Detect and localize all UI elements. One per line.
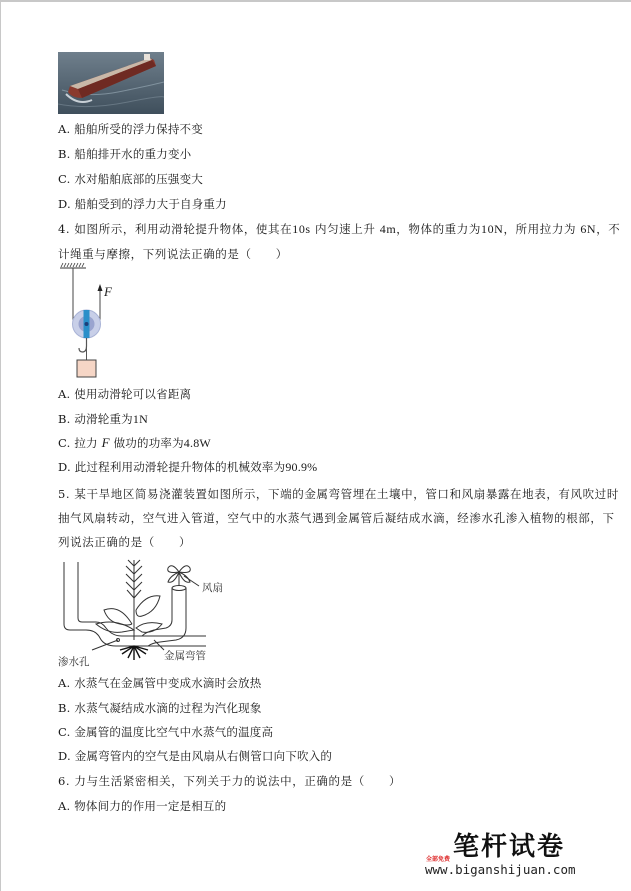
force-variable: F — [101, 435, 110, 450]
option-label: C. — [58, 172, 71, 186]
watermark-title: 笔杆试卷 — [453, 832, 566, 862]
q4-option-b — [58, 412, 148, 426]
q4-option-a — [58, 387, 191, 401]
stem-text: 列说法正确的是（ ） — [58, 535, 192, 549]
ship-image — [58, 52, 164, 114]
q3-option-d — [58, 197, 227, 211]
watermark-url: www.biganshijuan.com — [425, 862, 576, 877]
option-text: 船舶排开水的重力变小 — [74, 147, 192, 161]
stem-text: 抽气风扇转动，空气进入管道，空气中的水蒸气遇到金属管后凝结成水滴，经渗水孔渗入植物的根部，下 — [58, 511, 615, 525]
hole-label: 渗水孔 — [58, 656, 90, 668]
q4-stem-line2 — [58, 247, 288, 261]
force-label: F — [104, 284, 112, 299]
option-label: A. — [58, 799, 71, 813]
time-value: 10s — [292, 222, 311, 236]
q5-option-b — [58, 701, 262, 715]
fan-label: 风扇 — [202, 582, 223, 594]
option-text: 使用动滑轮可以省距离 — [74, 387, 192, 401]
stem-text: ，所用拉力为 — [503, 222, 581, 236]
q5-option-c — [58, 725, 273, 739]
watermark-tag: 全部免费 — [426, 856, 451, 863]
q5-stem-line2 — [58, 511, 615, 525]
stem-text: 内匀速上升 — [310, 222, 380, 236]
option-text: 水对船舶底部的压强变大 — [74, 172, 204, 186]
option-text: 船舶受到的浮力大于自身重力 — [74, 197, 227, 211]
option-label: A. — [58, 122, 71, 136]
stem-text: 5. 某干旱地区简易浇灌装置如图所示，下端的金属弯管埋在土壤中，管口和风扇暴露在地表，有风吹过时 — [58, 487, 619, 501]
page-border-left — [0, 0, 1, 891]
q4-option-d — [58, 460, 317, 474]
option-label: C. — [58, 436, 71, 450]
force-value: 6N — [580, 222, 597, 236]
option-text: 物体间力的作用一定是相互的 — [74, 799, 227, 813]
irrigation-figure — [56, 558, 236, 666]
q6-option-a — [58, 799, 226, 813]
option-label: D. — [58, 460, 71, 474]
option-label: B. — [58, 147, 71, 161]
option-text: 动滑轮重为 — [74, 412, 133, 426]
option-label: D. — [58, 197, 71, 211]
q6-stem — [58, 774, 401, 788]
option-value: 1N — [132, 412, 148, 426]
option-text: 做功的功率为 — [109, 436, 184, 450]
q5-option-a — [58, 676, 261, 690]
q3-option-b — [58, 147, 191, 161]
stem-text: 6. 力与生活紧密相关，下列关于力的说法中，正确的是（ ） — [58, 774, 402, 788]
option-text: 金属弯管内的空气是由风扇从右侧管口向下吹入的 — [74, 749, 333, 763]
option-text: 水蒸气在金属管中变成水滴时会放热 — [74, 676, 262, 690]
option-label: A. — [58, 387, 71, 401]
q3-option-a — [58, 122, 203, 136]
option-value: 90.9% — [285, 460, 318, 474]
stem-text: 计绳重与摩擦，下列说法正确的是（ ） — [58, 247, 288, 261]
q3-option-c — [58, 172, 203, 186]
pipe-label: 金属弯管 — [164, 650, 206, 662]
pulley-figure — [56, 260, 126, 382]
q4-option-c — [58, 436, 211, 450]
option-label: B. — [58, 412, 71, 426]
stem-text: ，不 — [596, 222, 621, 236]
option-text: 水蒸气凝结成水滴的过程为汽化现象 — [74, 701, 262, 715]
q5-stem-line1 — [58, 487, 619, 501]
option-text: 金属管的温度比空气中水蒸气的温度高 — [74, 725, 274, 739]
option-label: C. — [58, 725, 71, 739]
stem-text: 4. 如图所示，利用动滑轮提升物体，使其在 — [58, 222, 293, 236]
option-label: D. — [58, 749, 71, 763]
q4-stem-line1 — [58, 222, 620, 236]
option-text: 拉力 — [74, 436, 102, 450]
option-value: 4.8W — [183, 436, 211, 450]
option-text: 此过程利用动滑轮提升物体的机械效率为 — [74, 460, 286, 474]
option-label: B. — [58, 701, 71, 715]
q5-option-d — [58, 749, 332, 763]
q5-stem-line3 — [58, 535, 191, 549]
page-border-top — [0, 0, 631, 2]
stem-text: ，物体的重力为 — [396, 222, 481, 236]
distance-value: 4m — [379, 222, 397, 236]
option-text: 船舶所受的浮力保持不变 — [74, 122, 203, 136]
watermark-logo — [425, 826, 625, 886]
option-label: A. — [58, 676, 71, 690]
weight-value: 10N — [480, 222, 504, 236]
